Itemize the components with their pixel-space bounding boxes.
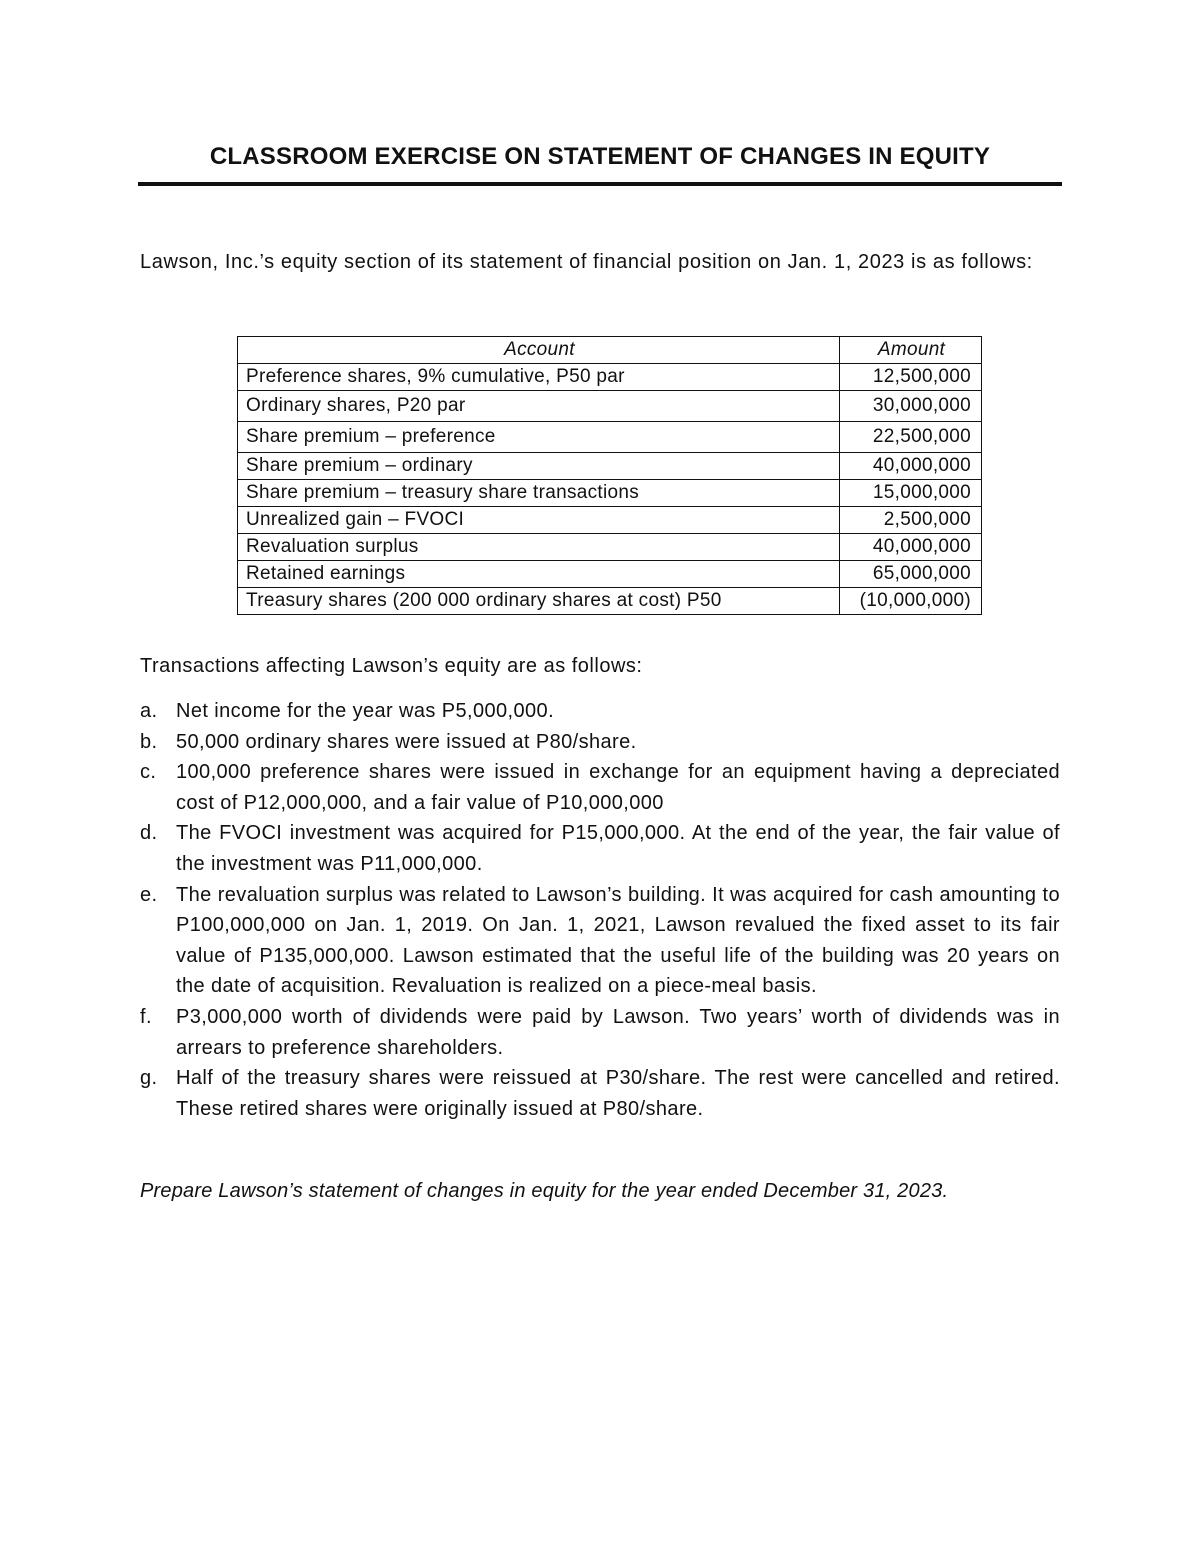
list-marker: d. bbox=[140, 822, 158, 845]
table-row bbox=[238, 561, 982, 588]
list-item bbox=[140, 696, 1060, 727]
table-row bbox=[238, 422, 982, 453]
account-cell: Share premium – preference bbox=[238, 422, 840, 453]
list-item-text: Net income for the year was P5,000,000. bbox=[176, 700, 555, 722]
list-item-text: P3,000,000 worth of dividends were paid by Lawson. Two years’ worth of dividends was in arrears to preference shareholders. bbox=[176, 1005, 1060, 1059]
list-item bbox=[140, 727, 1060, 758]
list-item-text: The revaluation surplus was related to Lawson’s building. It was acquired for cash amounting to P100,000,000 on Jan. 1, 2019. On Jan. 1, 2021, Lawson revalued the fixed asset to its fair value of P135,000,000. Lawson estimated that the useful life of the building was 20 years on the date of acquisition. Revaluation is realized on a piece-meal basis. bbox=[176, 883, 1060, 998]
list-marker: f. bbox=[140, 1005, 152, 1028]
list-marker: b. bbox=[140, 730, 158, 753]
list-item bbox=[140, 1002, 1060, 1063]
list-item-text: The FVOCI investment was acquired for P15,000,000. At the end of the year, the fair value of the investment was P11,000,000. bbox=[176, 822, 1060, 875]
amount-cell: 2,500,000 bbox=[840, 507, 982, 534]
table-row bbox=[238, 507, 982, 534]
list-item bbox=[140, 880, 1060, 1002]
list-item-text: Half of the treasury shares were reissued at P30/share. The rest were cancelled and retired. These retired shares were originally issued at P80/share. bbox=[176, 1067, 1060, 1120]
intro-paragraph: Lawson, Inc.’s equity section of its statement of financial position on Jan. 1, 2023 is as follows: bbox=[140, 251, 1033, 273]
header-amount: Amount bbox=[840, 337, 982, 364]
account-cell: Retained earnings bbox=[238, 561, 840, 588]
list-marker: c. bbox=[140, 761, 157, 784]
account-cell: Share premium – ordinary bbox=[238, 453, 840, 480]
account-cell: Treasury shares (200 000 ordinary shares at cost) P50 bbox=[238, 588, 840, 615]
amount-cell: 40,000,000 bbox=[840, 453, 982, 480]
instruction-text: Prepare Lawson’s statement of changes in equity for the year ended December 31, 2023. bbox=[140, 1180, 949, 1202]
list-marker: g. bbox=[140, 1067, 158, 1090]
document-title: CLASSROOM EXERCISE ON STATEMENT OF CHANGES IN EQUITY bbox=[209, 143, 991, 170]
amount-cell: 65,000,000 bbox=[840, 561, 982, 588]
header-account: Account bbox=[238, 337, 840, 364]
table-row bbox=[238, 480, 982, 507]
amount-cell: (10,000,000) bbox=[840, 588, 982, 615]
list-item bbox=[140, 818, 1060, 879]
table-row bbox=[238, 453, 982, 480]
amount-cell: 12,500,000 bbox=[840, 364, 982, 391]
list-item-text: 50,000 ordinary shares were issued at P80/share. bbox=[176, 730, 637, 753]
account-cell: Revaluation surplus bbox=[238, 534, 840, 561]
table-row bbox=[238, 534, 982, 561]
account-cell: Preference shares, 9% cumulative, P50 par bbox=[238, 364, 840, 391]
list-item bbox=[140, 1063, 1060, 1124]
table-row bbox=[238, 364, 982, 391]
account-cell: Unrealized gain – FVOCI bbox=[238, 507, 840, 534]
table-row bbox=[238, 588, 982, 615]
table-header-row bbox=[238, 337, 982, 364]
transactions-intro: Transactions affecting Lawson’s equity are as follows: bbox=[140, 655, 643, 677]
list-marker: a. bbox=[140, 700, 158, 722]
transactions-list bbox=[140, 696, 1060, 1124]
amount-cell: 22,500,000 bbox=[840, 422, 982, 453]
account-cell: Ordinary shares, P20 par bbox=[238, 391, 840, 422]
table-row bbox=[238, 391, 982, 422]
title-underline bbox=[138, 182, 1062, 186]
list-item bbox=[140, 757, 1060, 818]
list-item-text: 100,000 preference shares were issued in exchange for an equipment having a depreciated cost of P12,000,000, and a fair value of P10,000,000 bbox=[176, 761, 1060, 814]
amount-cell: 40,000,000 bbox=[840, 534, 982, 561]
amount-cell: 15,000,000 bbox=[840, 480, 982, 507]
equity-table bbox=[237, 336, 982, 615]
list-marker: e. bbox=[140, 883, 158, 906]
account-cell: Share premium – treasury share transactions bbox=[238, 480, 840, 507]
amount-cell: 30,000,000 bbox=[840, 391, 982, 422]
